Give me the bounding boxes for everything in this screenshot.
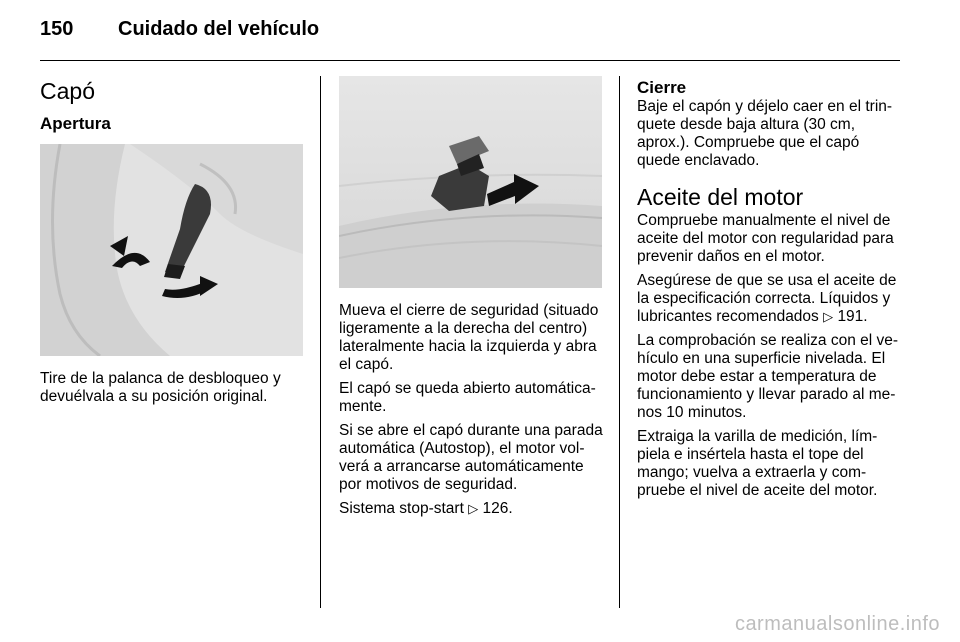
subsection-title: Cierre xyxy=(637,78,687,97)
paragraph: Mueva el cierre de seguridad (situado ligeramente a la derecha del centro) lateralmente hacia la izquierda y abra el capó. xyxy=(339,302,599,373)
reference-page: 191. xyxy=(837,308,868,325)
page-reference-icon: ▷ xyxy=(823,309,834,324)
column-1 xyxy=(40,78,306,134)
reference-page: 126. xyxy=(482,500,513,517)
paragraph-text: Asegúrese de que se usa el aceite de la especificación correcta. Líquidos y lubricantes recomendados xyxy=(637,272,897,325)
paragraph: Compruebe manualmente el nivel de aceite del motor con regularidad para prevenir daños en el motor. xyxy=(637,212,894,265)
column-divider xyxy=(619,76,620,608)
paragraph: Baje el capón y déjelo caer en el trin-quete desde baja altura (30 cm, aprox.). Compruebe que el capó quede enclavado. xyxy=(637,98,893,169)
page-header xyxy=(40,18,920,48)
paragraph-text: Si se abre el capó durante una parada automática (Autostop), el motor vol-verá a arrancarse automáticamente por motivos de seguridad. xyxy=(339,422,603,493)
paragraph xyxy=(339,422,605,494)
paragraph: Extraiga la varilla de medición, lím-piela e insértela hasta el tope del mango; vuelva a extraerla y com-pruebe el nivel de aceite del motor. xyxy=(637,428,878,499)
hood-release-lever-figure xyxy=(40,144,303,356)
column-3 xyxy=(637,78,903,506)
column-2 xyxy=(339,302,605,524)
chapter-title: Cuidado del vehículo xyxy=(118,18,320,40)
column-1-caption xyxy=(40,370,306,412)
watermark: carmanualsonline.info xyxy=(734,613,940,635)
header-rule xyxy=(40,60,900,61)
paragraph: El capó se queda abierto automática-mente. xyxy=(339,380,596,415)
column-divider xyxy=(320,76,321,608)
subsection-title: Apertura xyxy=(40,114,111,133)
section-title: Aceite del motor xyxy=(637,184,804,210)
paragraph xyxy=(637,272,903,326)
paragraph: La comprobación se realiza con el ve-hículo en una superficie nivelada. El motor debe estar a temperatura de funcionamiento y llevar parado al me-nos 10 minutos. xyxy=(637,332,899,421)
safety-catch-figure xyxy=(339,76,602,288)
cross-reference xyxy=(339,500,605,518)
section-title: Capó xyxy=(40,78,95,104)
figure-caption: Tire de la palanca de desbloqueo y devuélvala a su posición original. xyxy=(40,370,281,405)
page-reference-icon: ▷ xyxy=(468,501,479,516)
reference-label: Sistema stop-start xyxy=(339,500,464,517)
page-number: 150 xyxy=(40,18,74,40)
